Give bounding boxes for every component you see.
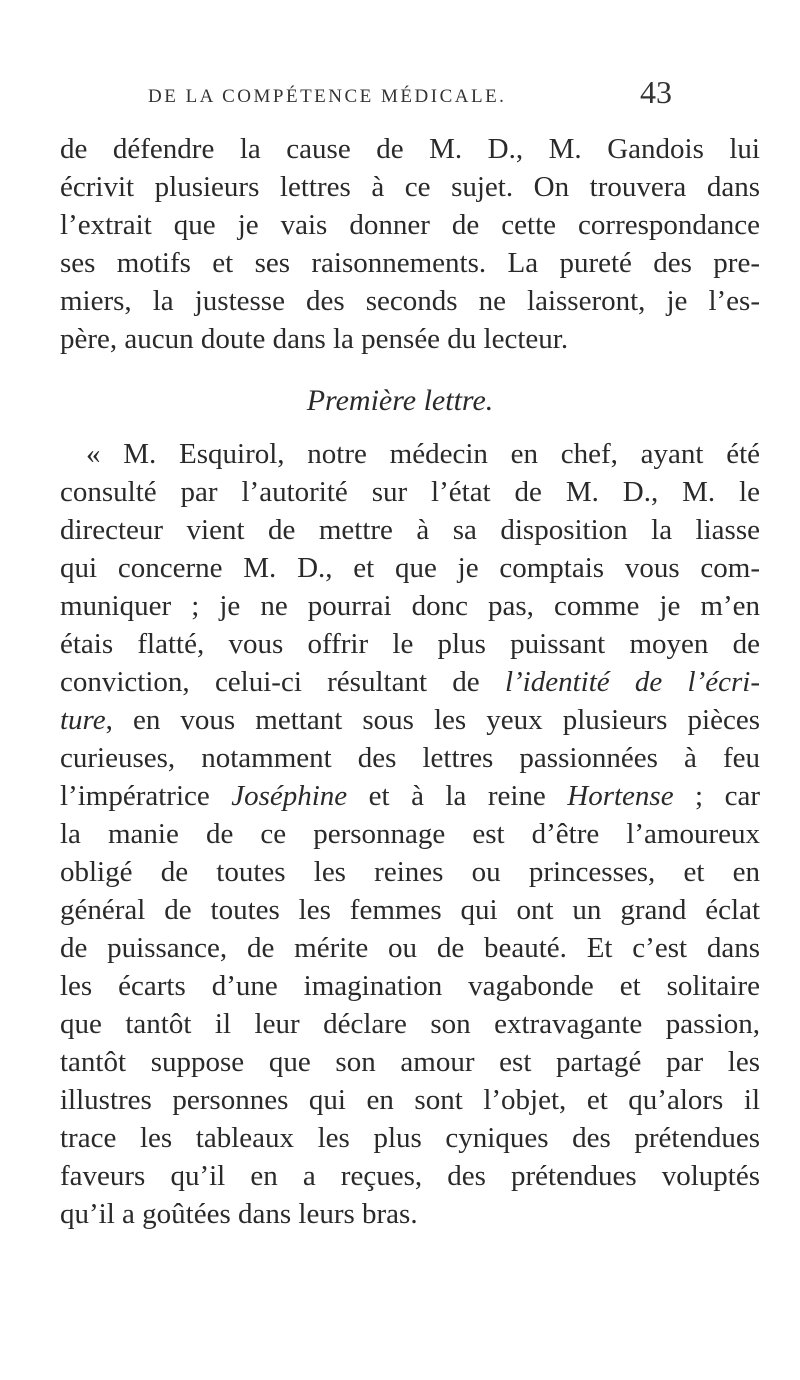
text-line: de défendre la cause de M. D., M. Gandois lui (60, 133, 760, 165)
text-line: illustres personnes qui en sont l’objet, et qu’alors il (60, 1084, 760, 1116)
text-line: qu’il a goûtées dans leurs bras. (60, 1198, 418, 1230)
italic-run: Joséphine (231, 780, 348, 812)
text-line: curieuses, notamment des lettres passionnées à feu (60, 742, 760, 774)
text-line (60, 777, 760, 815)
text-line: écrivit plusieurs lettres à ce sujet. On trouvera dans (60, 171, 760, 203)
text-run: , en vous mettant sous les yeux plusieurs pièces (105, 704, 760, 736)
text-line: les écarts d’une imagination vagabonde et solitaire (60, 970, 760, 1002)
text-run: l’impératrice (60, 780, 232, 812)
text-line: étais flatté, vous offrir le plus puissant moyen de (60, 628, 760, 660)
text-line: tantôt suppose que son amour est partagé par les (60, 1046, 760, 1078)
text-line: consulté par l’autorité sur l’état de M. D., M. le (60, 476, 760, 508)
text-line: ses motifs et ses raisonnements. La pureté des pre- (60, 247, 760, 279)
page-number: 43 (640, 74, 672, 110)
text-line: miers, la justesse des seconds ne laisseront, je l’es- (60, 285, 760, 317)
text-line: faveurs qu’il en a reçues, des prétendues voluptés (60, 1160, 760, 1192)
text-run: ; car (673, 780, 760, 812)
text-line: l’extrait que je vais donner de cette correspondance (60, 209, 760, 241)
text-line: de puissance, de mérite ou de beauté. Et c’est dans (60, 932, 760, 964)
text-line: muniquer ; je ne pourrai donc pas, comme je m’en (60, 590, 760, 622)
text-line: que tantôt il leur déclare son extravagante passion, (60, 1008, 760, 1040)
text-line: directeur vient de mettre à sa disposition la liasse (60, 514, 760, 546)
text-line: la manie de ce personnage est d’être l’amoureux (60, 818, 760, 850)
section-heading: Première lettre. (306, 384, 494, 417)
text-line: général de toutes les femmes qui ont un grand éclat (60, 894, 760, 926)
text-run: et à la reine (347, 780, 568, 812)
text-line (60, 701, 760, 739)
paragraph-intro (60, 130, 760, 358)
paragraph-letter (60, 435, 760, 1233)
text-run: conviction, celui-ci résultant de (60, 666, 505, 698)
text-line: « M. Esquirol, notre médecin en chef, ayant été (86, 438, 760, 470)
italic-run: l’identité de l’écri- (504, 666, 760, 698)
text-line: obligé de toutes les reines ou princesses, et en (60, 856, 760, 888)
text-line: trace les tableaux les plus cyniques des prétendues (60, 1122, 760, 1154)
italic-run: ture (60, 704, 106, 736)
text-line: père, aucun doute dans la pensée du lecteur. (60, 323, 569, 355)
text-line (60, 663, 760, 701)
running-head: DE LA COMPÉTENCE MÉDICALE. (148, 86, 507, 107)
italic-run: Hortense (567, 780, 674, 812)
text-line: qui concerne M. D., et que je comptais vous com- (60, 552, 760, 584)
